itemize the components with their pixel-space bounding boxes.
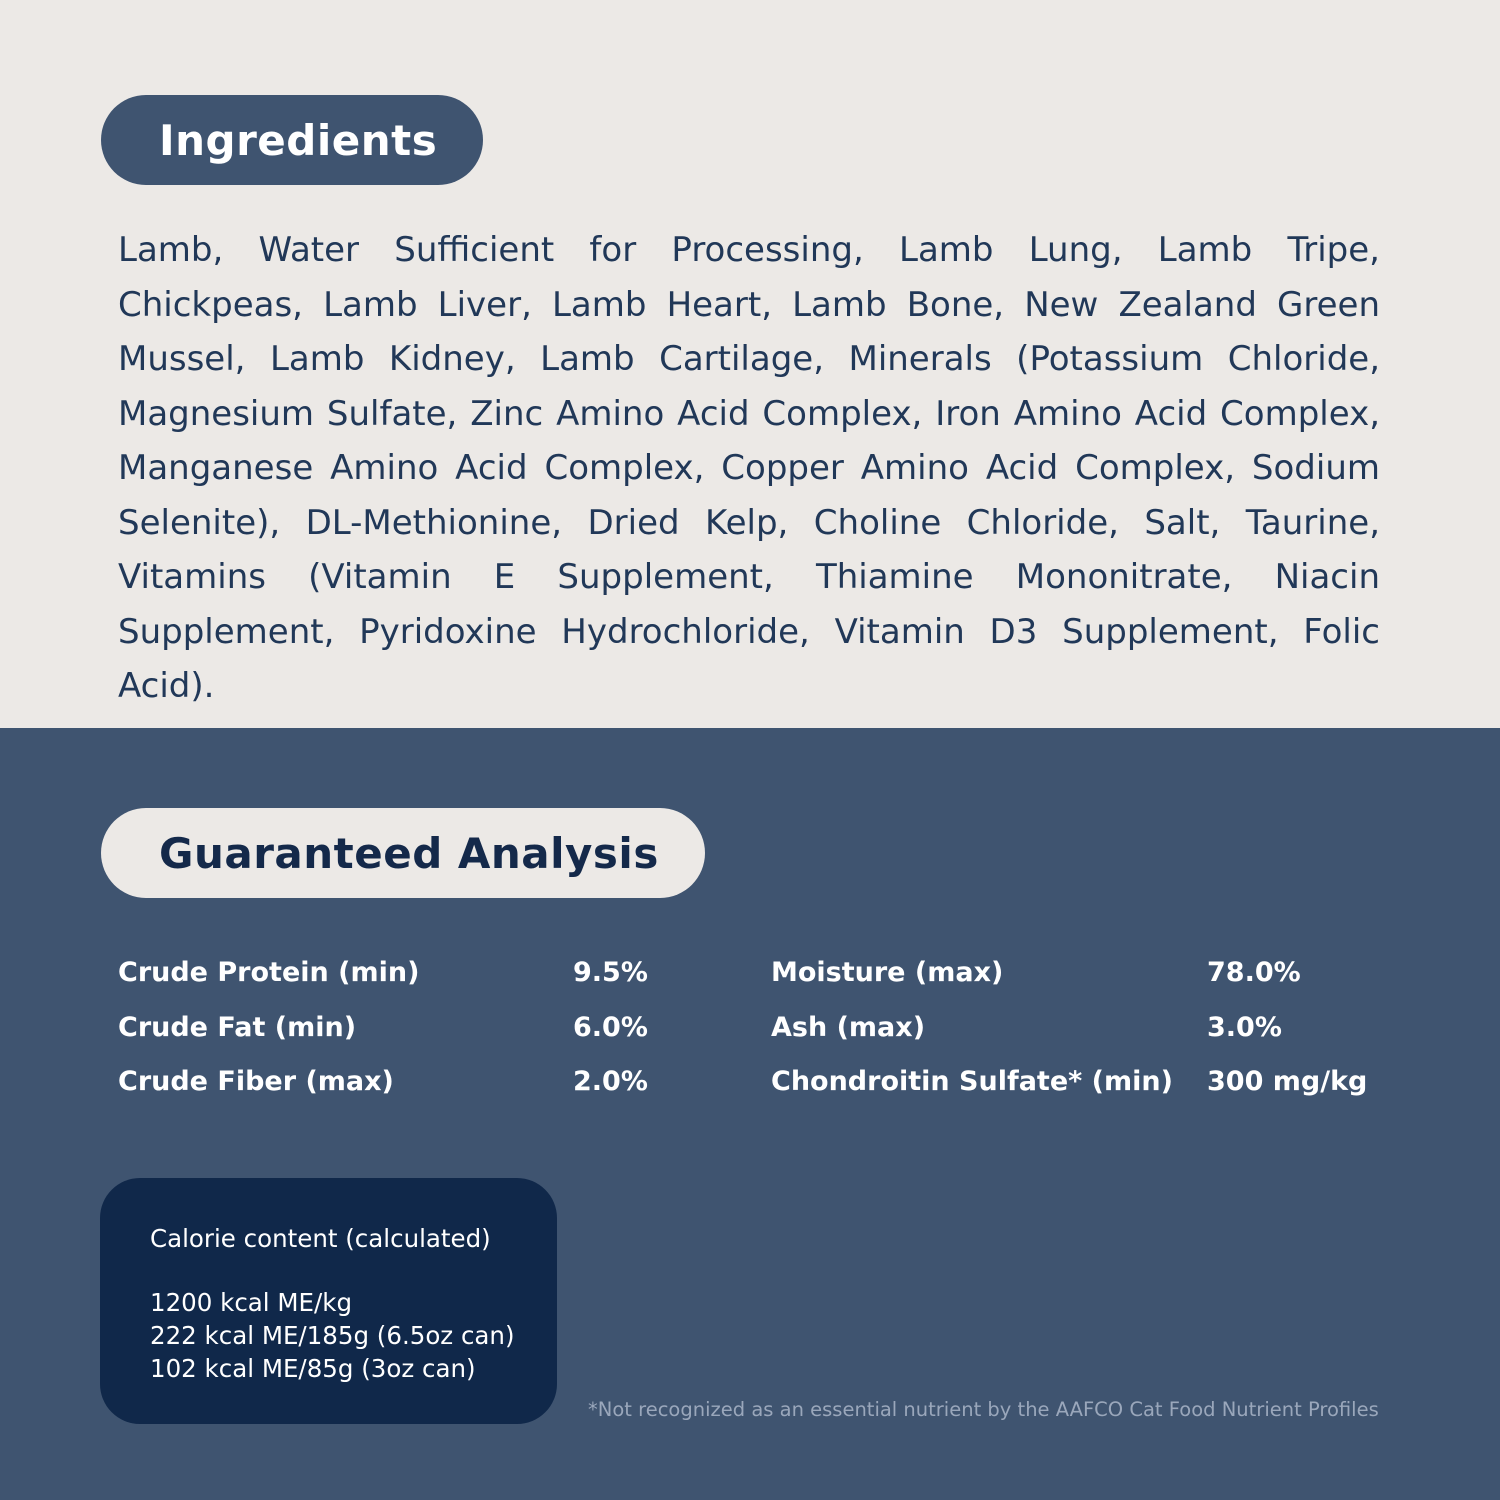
calorie-line: 222 kcal ME/185g (6.5oz can) [150,1321,515,1350]
analysis-label: Crude Fiber (max) [118,1066,394,1097]
analysis-right-labels [771,950,1173,1114]
ingredients-section [0,0,1500,728]
analysis-value: 9.5% [573,957,648,988]
analysis-value: 3.0% [1207,1011,1282,1043]
calorie-content-title: Calorie content (calculated) [150,1224,491,1253]
analysis-label: Crude Protein (min) [118,957,420,988]
analysis-value: 300 mg/kg [1207,1066,1368,1097]
guaranteed-analysis-heading: Guaranteed Analysis [101,808,705,898]
aafco-footnote: *Not recognized as an essential nutrient by the AAFCO Cat Food Nutrient Profiles [588,1398,1379,1421]
analysis-left-labels [118,950,419,1114]
ingredients-list: Lamb, Water Sufficient for Processing, Lamb Lung, Lamb Tripe, Chickpeas, Lamb Liver, Lamb Heart, Lamb Bone, New Zealand Green Mussel, Lamb Kidney, Lamb Cartilage, Minerals (Potassium Chloride, Magnesium Sulfate, Zinc Amino Acid Complex, Iron Amino Acid Complex, Manganese Amino Acid Complex, Copper Amino Acid Complex, Sodium Selenite), DL-Methionine, Dried Kelp, Choline Chloride, Salt, Taurine, Vitamins (Vitamin E Supplement, Thiamine Mononitrate, Niacin Supplement, Pyridoxine Hydrochloride, Vitamin D3 Supplement, Folic Acid). [118,230,1380,706]
analysis-value: 2.0% [573,1066,648,1097]
analysis-label: Crude Fat (min) [118,1011,357,1043]
calorie-line: 1200 kcal ME/kg [150,1288,353,1317]
analysis-label: Ash (max) [771,1011,926,1043]
analysis-label: Chondroitin Sulfate* (min) [771,1066,1173,1097]
analysis-label: Moisture (max) [771,957,1004,988]
ingredients-heading: Ingredients [101,95,483,185]
calorie-line: 102 kcal ME/85g (3oz can) [150,1354,476,1383]
analysis-right-values [1207,950,1367,1114]
analysis-value: 6.0% [573,1011,648,1043]
analysis-value: 78.0% [1207,957,1301,988]
analysis-left-values [573,950,648,1114]
calorie-content-box [100,1178,557,1424]
